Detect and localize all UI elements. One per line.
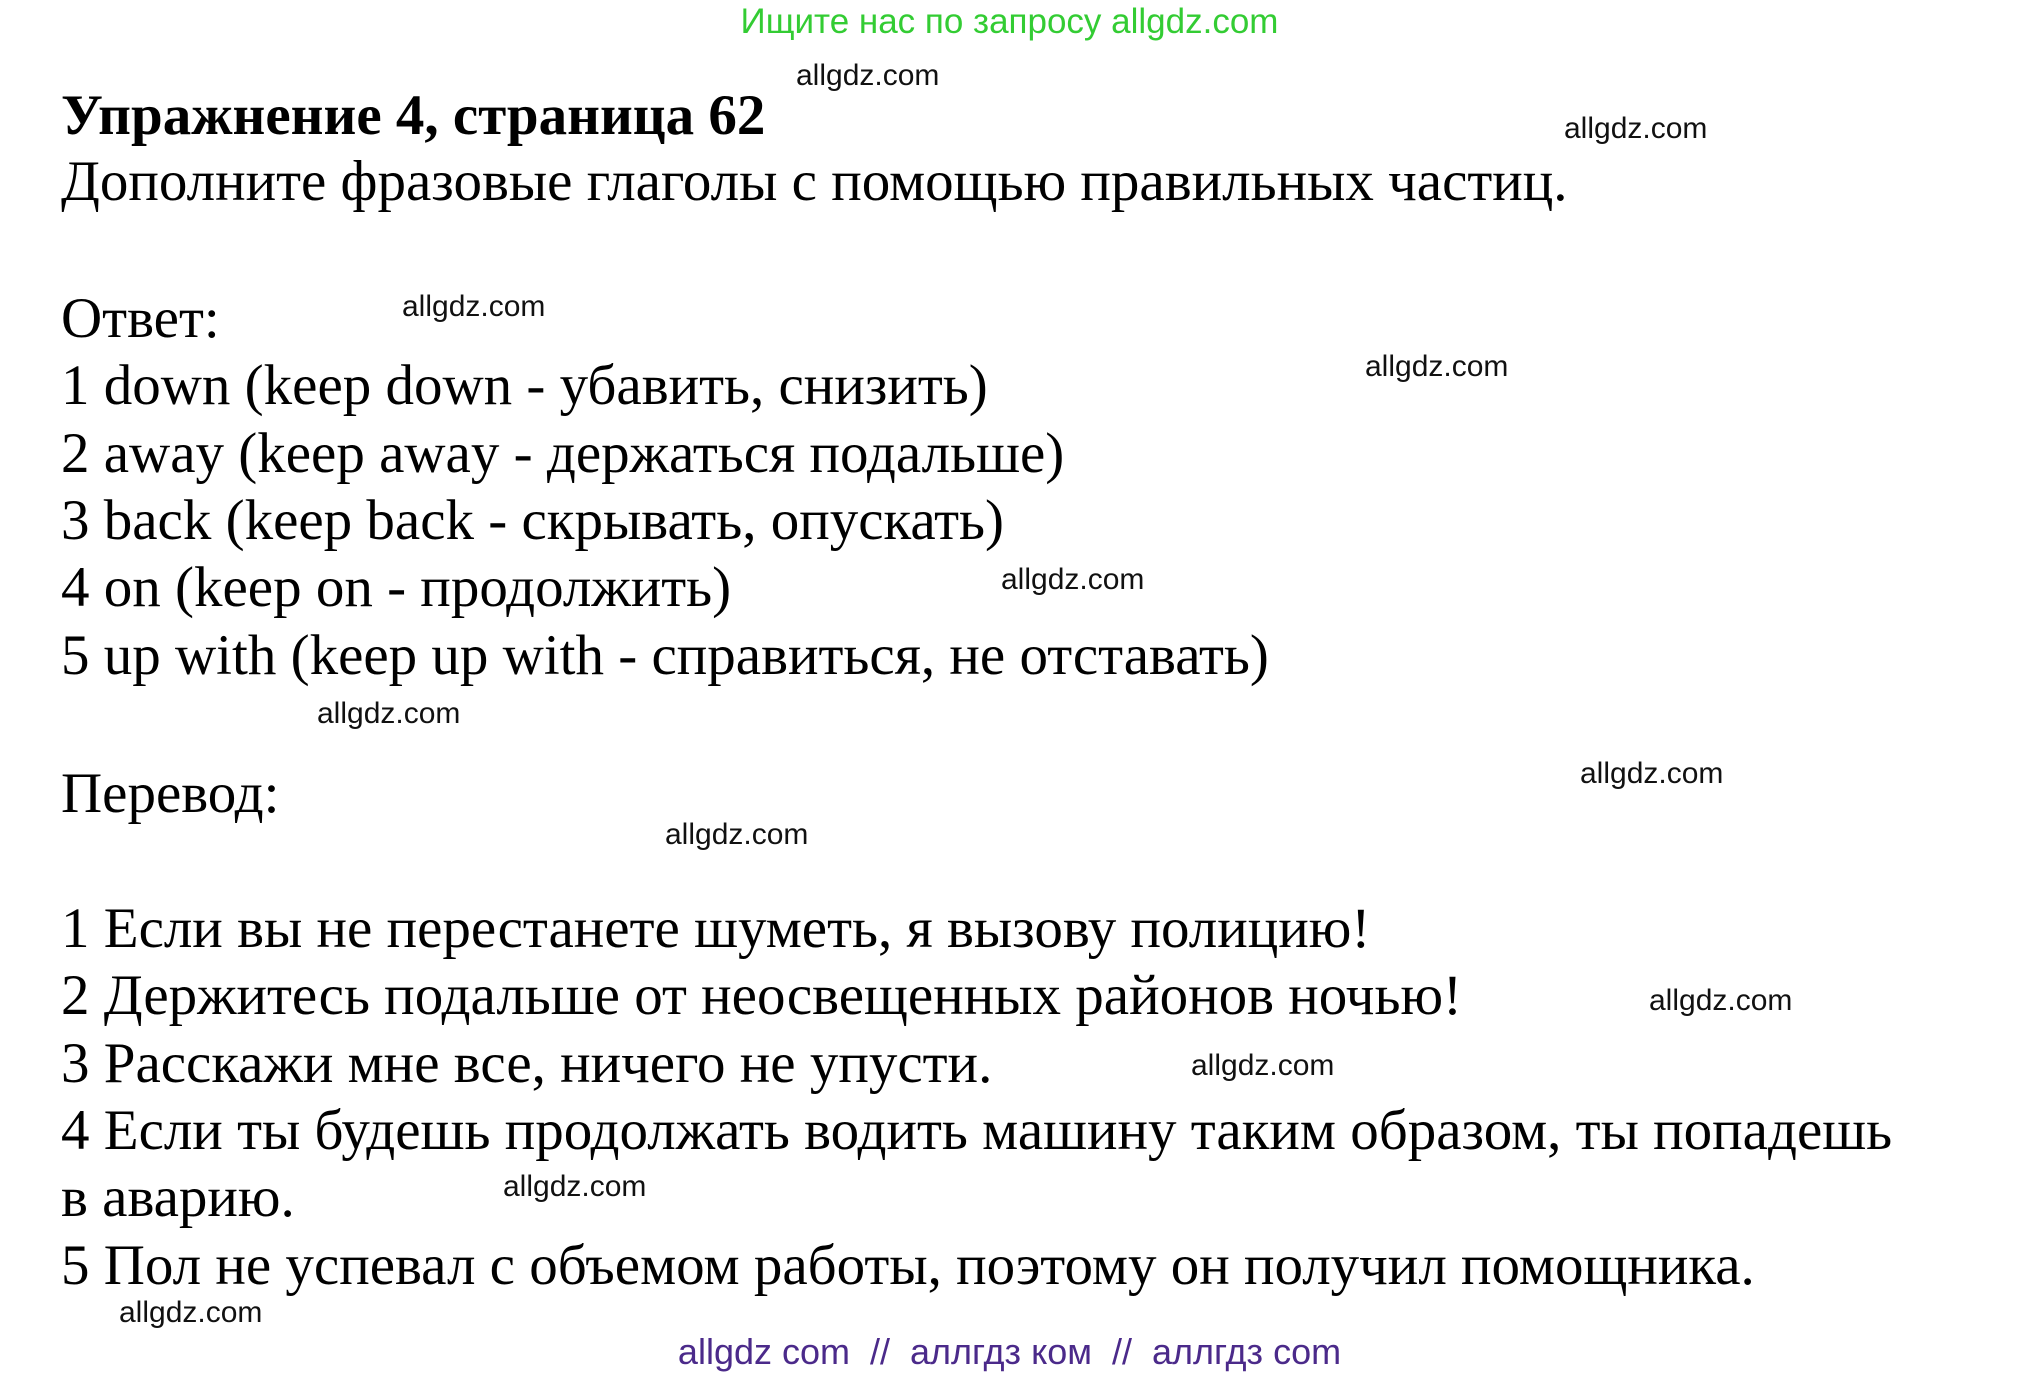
translation-line-3: 3 Расскажи мне все, ничего не упусти. [61,1032,993,1095]
top-banner[interactable]: Ищите нас по запросу allgdz.com [740,2,1279,41]
watermark: allgdz.com [503,1170,647,1203]
watermark: allgdz.com [1365,350,1509,383]
exercise-title: Упражнение 4, страница 62 [61,84,766,147]
watermark: allgdz.com [1564,112,1708,145]
answer-heading: Ответ: [61,287,220,350]
footer-links[interactable]: allgdz com // аллгдз ком // аллгдз com [677,1331,1342,1372]
answer-line-1: 1 down (keep down - убавить, снизить) [61,354,988,417]
watermark: allgdz.com [665,818,809,851]
translation-line-5: 5 Пол не успевал с объемом работы, поэтому он получил помощника. [61,1234,1755,1297]
instruction-text: Дополните фразовые глаголы с помощью правильных частиц. [61,150,1568,213]
watermark: allgdz.com [402,290,546,323]
answer-line-3: 3 back (keep back - скрывать, опускать) [61,489,1005,552]
translation-heading: Перевод: [61,762,280,825]
watermark: allgdz.com [119,1296,263,1329]
watermark: allgdz.com [1580,757,1724,790]
watermark: allgdz.com [796,59,940,92]
translation-line-1: 1 Если вы не перестанете шуметь, я вызову полицию! [61,897,1371,960]
watermark: allgdz.com [1649,984,1793,1017]
translation-line-4: 4 Если ты будешь продолжать водить машину таким образом, ты попадешь [61,1099,1893,1162]
answer-line-2: 2 away (keep away - держаться подальше) [61,422,1065,485]
watermark: allgdz.com [1001,563,1145,596]
watermark: allgdz.com [317,697,461,730]
answer-line-5: 5 up with (keep up with - справиться, не отставать) [61,624,1269,687]
translation-line-4-continued: в аварию. [61,1166,295,1229]
watermark: allgdz.com [1191,1049,1335,1082]
translation-line-2: 2 Держитесь подальше от неосвещенных районов ночью! [61,964,1463,1027]
answer-line-4: 4 on (keep on - продолжить) [61,556,732,619]
